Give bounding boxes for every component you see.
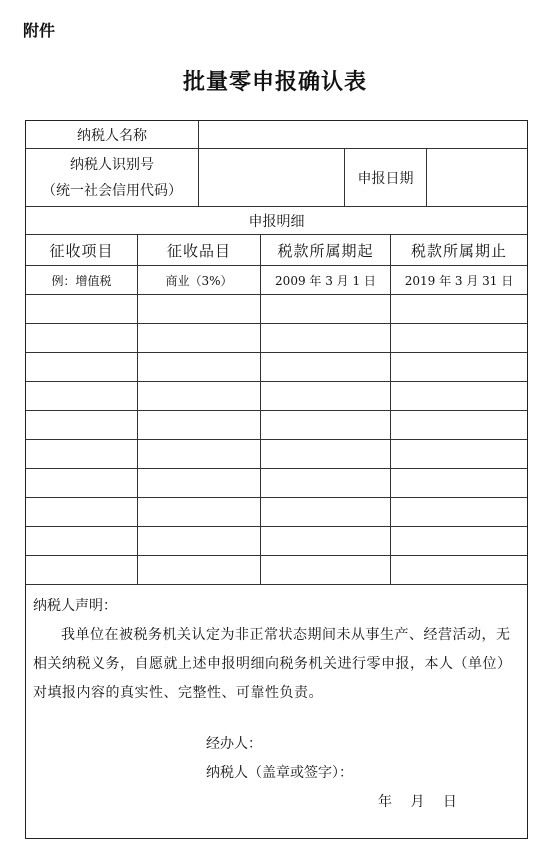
table-cell[interactable]	[391, 353, 527, 381]
table-cell[interactable]	[261, 295, 391, 323]
table-cell[interactable]	[26, 469, 138, 497]
form-title: 批量零申报确认表	[182, 70, 367, 95]
table-cell[interactable]	[261, 411, 391, 439]
table-row	[26, 295, 527, 324]
table-row	[26, 469, 527, 498]
declare-date-field[interactable]	[427, 149, 527, 206]
table-cell[interactable]	[261, 527, 391, 555]
table-row	[26, 498, 527, 527]
table-cell[interactable]	[261, 382, 391, 410]
table-cell[interactable]	[138, 556, 261, 584]
table-cell[interactable]	[391, 295, 527, 323]
taxpayer-sign-label: 纳税人（盖章或签字）：	[206, 765, 353, 781]
table-cell[interactable]	[138, 498, 261, 526]
table-cell[interactable]	[138, 382, 261, 410]
example-row	[26, 266, 527, 295]
table-row	[26, 440, 527, 469]
column-header: 征收项目	[26, 235, 138, 265]
table-cell[interactable]	[138, 353, 261, 381]
detail-header-row	[26, 235, 527, 266]
table-cell[interactable]	[391, 382, 527, 410]
column-header: 税款所属期起	[261, 235, 391, 265]
table-cell[interactable]	[391, 556, 527, 584]
table-row	[26, 324, 527, 353]
attachment-label: 附件	[23, 21, 56, 40]
taxpayer-name-label: 纳税人名称	[26, 121, 199, 148]
table-cell: 2009 年 3 月 1 日	[261, 266, 391, 294]
table-cell[interactable]	[391, 411, 527, 439]
column-header: 税款所属期止	[410, 241, 507, 260]
table-cell[interactable]	[391, 324, 527, 352]
table-cell[interactable]	[26, 527, 138, 555]
confirmation-form	[25, 120, 528, 839]
taxpayer-name-field[interactable]	[199, 121, 527, 148]
table-cell[interactable]	[26, 295, 138, 323]
table-cell: 例：增值税	[26, 266, 138, 294]
table-cell[interactable]	[138, 527, 261, 555]
table-cell[interactable]	[261, 324, 391, 352]
table-cell[interactable]	[261, 556, 391, 584]
table-cell[interactable]	[138, 411, 261, 439]
taxpayer-id-row	[26, 149, 527, 207]
taxpayer-name-row	[26, 121, 527, 149]
detail-row	[26, 207, 527, 235]
table-cell[interactable]	[26, 440, 138, 468]
taxpayer-id-label-line2: （统一社会信用代码）	[42, 182, 182, 199]
column-header: 征收品目	[138, 235, 261, 265]
table-cell[interactable]	[391, 498, 527, 526]
table-cell[interactable]	[261, 469, 391, 497]
table-cell[interactable]	[26, 324, 138, 352]
declaration-title: 纳税人声明：	[33, 598, 117, 614]
table-cell[interactable]	[26, 498, 138, 526]
table-row	[26, 353, 527, 382]
declaration-section	[26, 585, 527, 838]
table-cell[interactable]	[138, 440, 261, 468]
table-row	[26, 411, 527, 440]
table-cell: 2019 年 3 月 31 日	[404, 273, 514, 288]
detail-label: 申报明细	[248, 213, 305, 230]
table-row	[26, 527, 527, 556]
table-cell[interactable]	[26, 411, 138, 439]
table-cell[interactable]	[26, 353, 138, 381]
handler-label: 经办人：	[206, 736, 262, 752]
table-cell[interactable]	[391, 527, 527, 555]
declaration-body: 我单位在被税务机关认定为非正常状态期间未从事生产、经营活动，无相关纳税义务，自愿就上述申报明细向税务机关进行零申报，本人（单位）对填报内容的真实性、完整性、可靠性负责。	[33, 627, 512, 701]
table-cell[interactable]	[138, 324, 261, 352]
taxpayer-id-label	[26, 149, 199, 206]
table-cell[interactable]	[391, 440, 527, 468]
table-cell[interactable]	[26, 556, 138, 584]
table-cell[interactable]	[261, 440, 391, 468]
table-cell: 商业（3%）	[138, 266, 261, 294]
declare-date-label: 申报日期	[345, 149, 427, 206]
table-cell[interactable]	[138, 469, 261, 497]
table-cell[interactable]	[391, 469, 527, 497]
taxpayer-id-label-line1: 纳税人识别号	[70, 156, 154, 173]
table-cell[interactable]	[138, 295, 261, 323]
table-cell[interactable]	[261, 353, 391, 381]
table-cell[interactable]	[26, 382, 138, 410]
table-row	[26, 382, 527, 411]
table-cell[interactable]	[261, 498, 391, 526]
date-line: 年 月 日	[378, 794, 457, 810]
taxpayer-id-field[interactable]	[199, 149, 345, 206]
table-row	[26, 556, 527, 585]
